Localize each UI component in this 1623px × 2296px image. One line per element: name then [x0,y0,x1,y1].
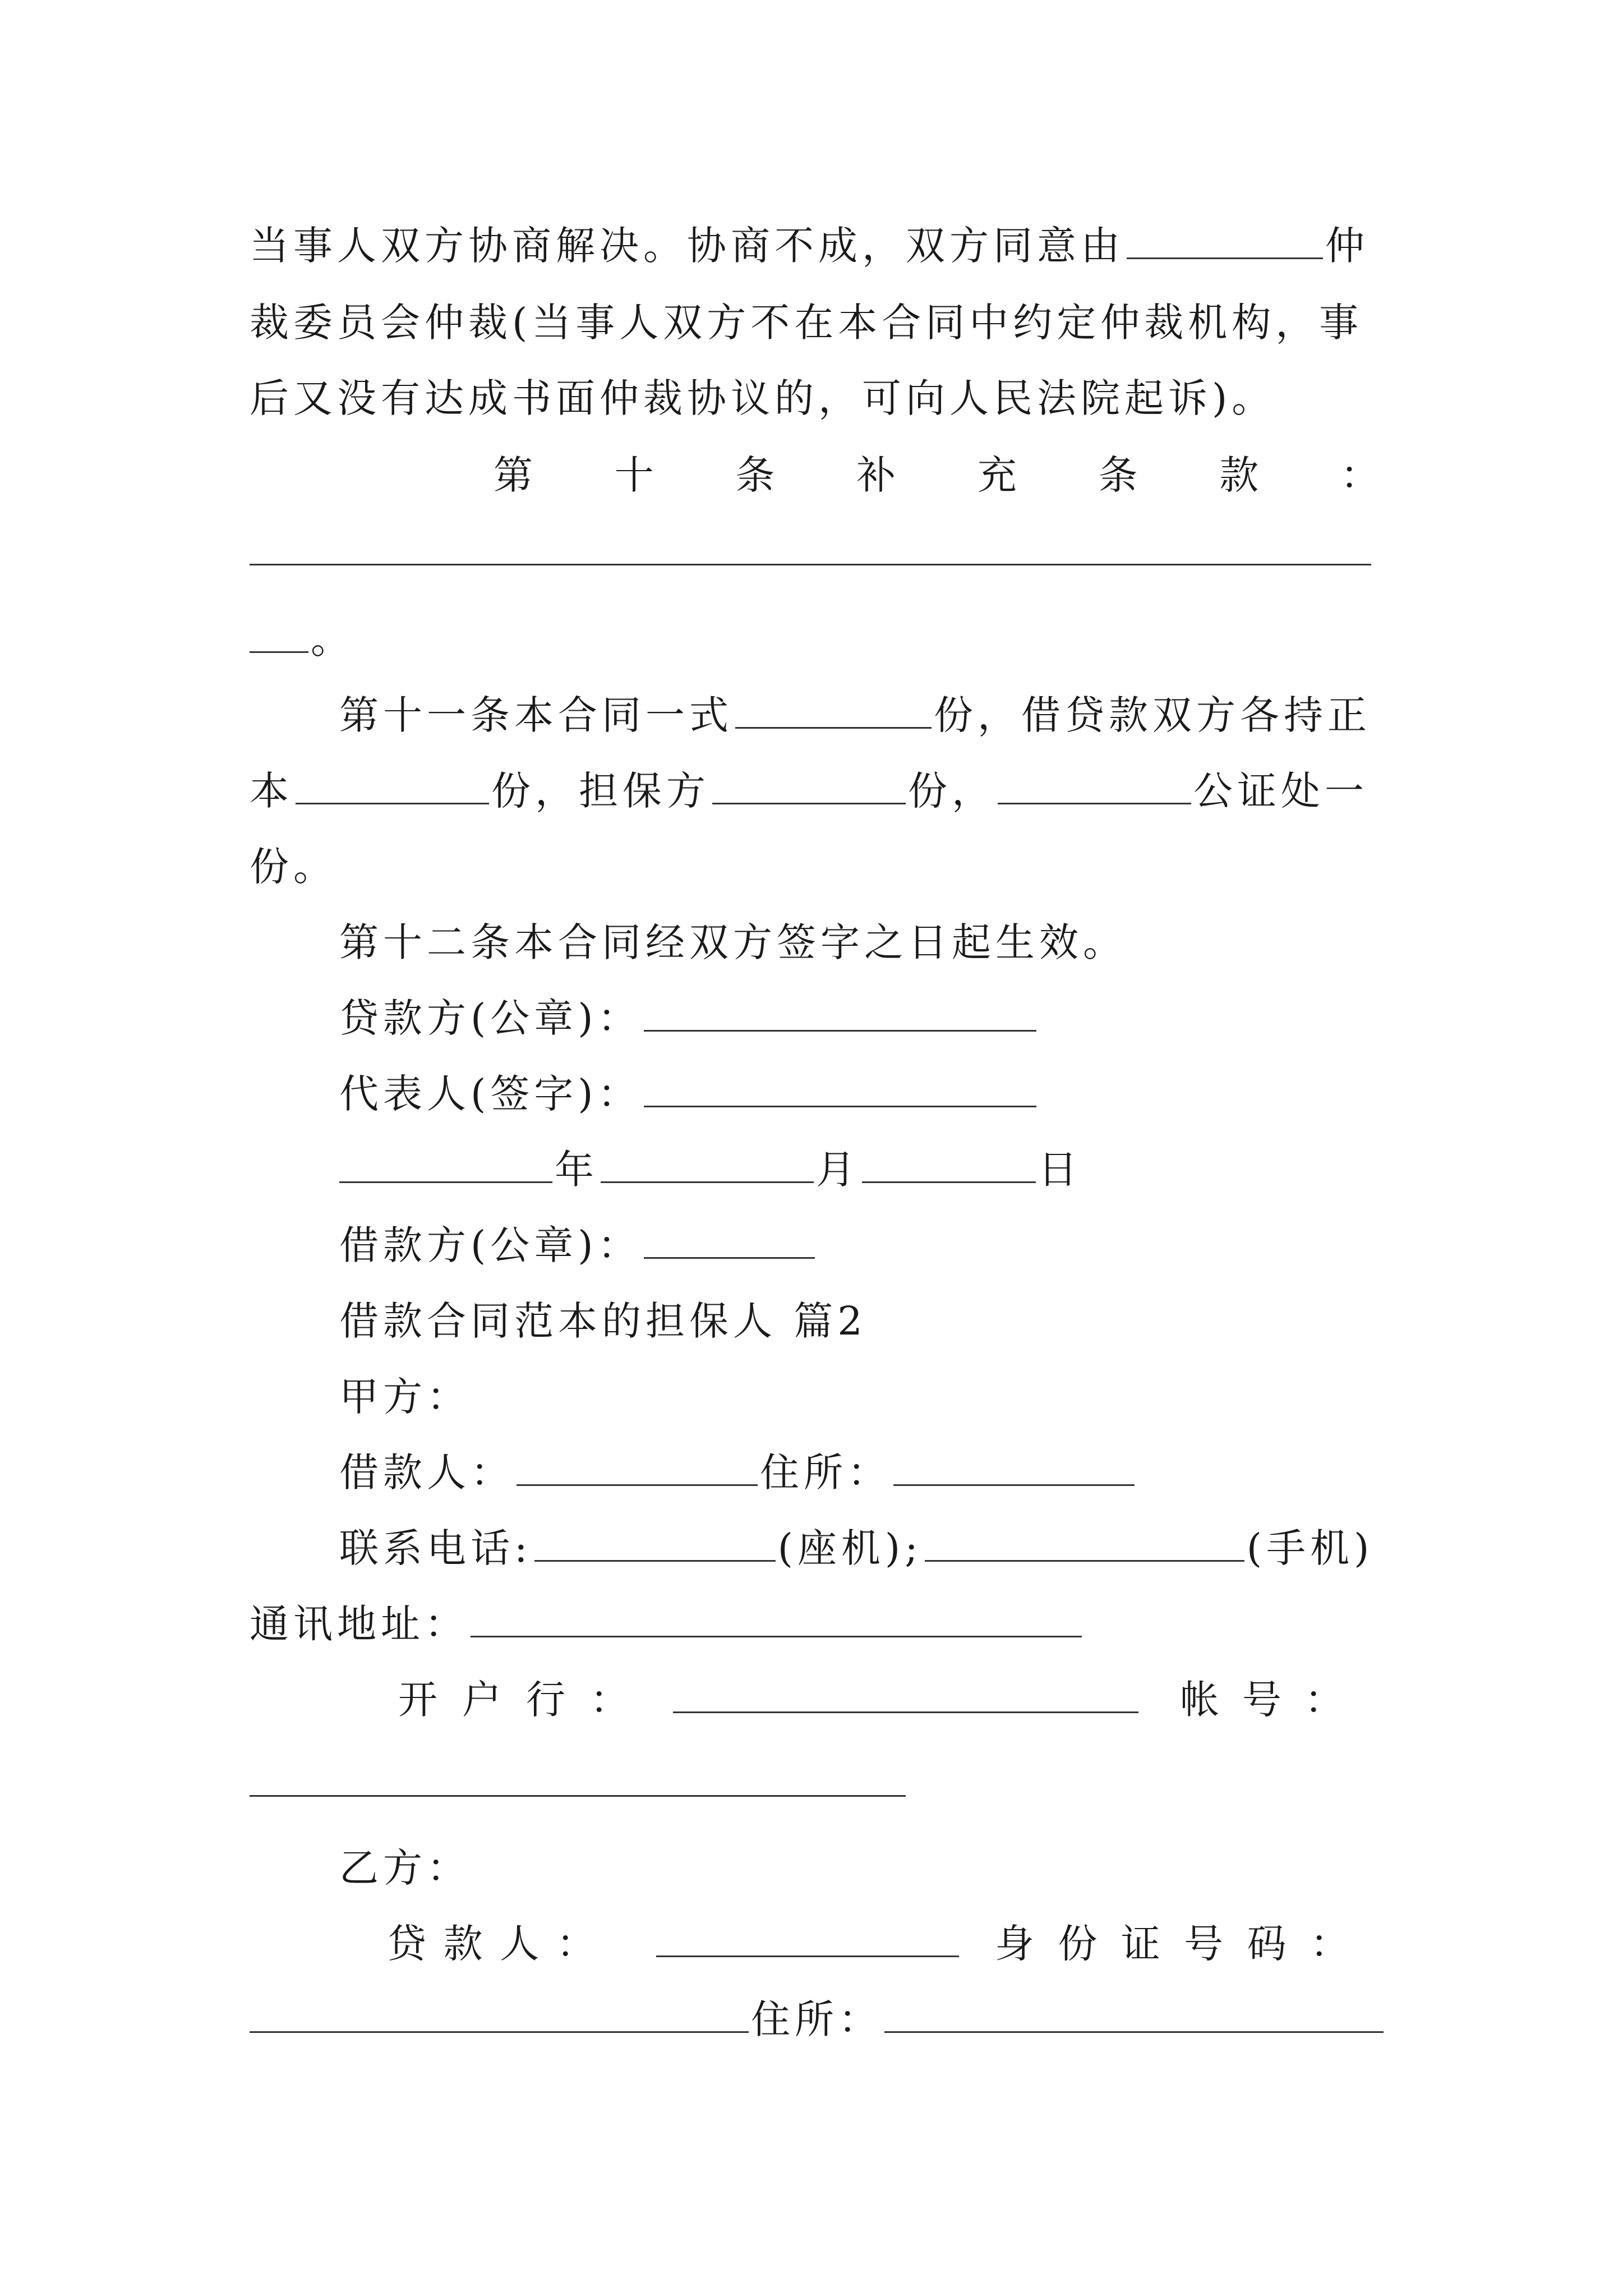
char: 款 [443,1921,487,1967]
char: ： [1304,1677,1348,1723]
copies-parties-blank [296,768,489,804]
borrower-address-blank [893,1450,1135,1486]
id-number-label [995,1916,1354,1972]
contact-phone-line [250,1520,1388,1576]
text-segment: 代表人(签字)： [339,1071,642,1117]
mobile-blank [925,1525,1244,1562]
char: ： [590,1677,634,1723]
char: ： [1310,1921,1354,1967]
text-segment: 乙方： [339,1845,471,1891]
text-segment: 裁委员会仲裁(当事人双方不在本合同中约定仲裁机构，事 [250,300,1363,346]
mailing-address-blank [471,1601,1082,1637]
char: 第 [494,452,533,498]
supplementary-clause-blank-end [250,616,308,653]
char: 补 [856,452,896,498]
text-line-1 [250,218,1388,274]
char: 十 [614,452,654,498]
char: ： [556,1921,600,1967]
copies-guarantor-blank [712,768,906,804]
char: 号 [1242,1677,1286,1723]
lender-id-line [387,1916,1380,1972]
text-segment: 第十一条本合同一式 [339,692,733,738]
char: 号 [1184,1921,1228,1967]
text-segment: 公证处一 [1193,768,1368,814]
text-segment: 借款方(公章)： [339,1222,642,1268]
month-blank [601,1147,814,1183]
article-11-line-2 [250,763,1388,819]
char: 码 [1247,1921,1291,1967]
landline-blank [534,1525,776,1562]
char: 开 [398,1677,442,1723]
char: 身 [995,1921,1039,1967]
text-segment: 后又没有达成书面仲裁协议的，可向人民法院起诉)。 [250,375,1276,421]
representative-sign-line [250,1066,1388,1122]
char: 条 [1098,452,1138,498]
text-segment: 仲 [1325,223,1369,269]
text-segment: 当事人双方协商解决。协商不成，双方同意由 [250,223,1124,269]
text-segment: 贷款方(公章)： [339,995,642,1041]
arbitration-blank [1127,223,1323,259]
char: 证 [1121,1921,1165,1967]
article-10-heading [494,447,1380,503]
text-line-2 [250,295,1388,351]
char: 贷 [387,1921,431,1967]
text-line-5 [250,611,1388,668]
borrower-seal-line [250,1217,1388,1273]
party-b-label [250,1840,1388,1896]
mailing-address-line [250,1596,1388,1652]
text-segment: 。 [311,616,354,662]
char: 人 [500,1921,544,1967]
borrower-address-line [250,1444,1388,1501]
text-segment: 第十二条本合同经双方签字之日起生效。 [339,919,1127,965]
borrower-seal-blank [644,1222,815,1259]
lender-name-blank [656,1921,959,1957]
lender-seal-line [250,990,1388,1046]
representative-sign-blank [644,1071,1036,1107]
text-segment: 通讯地址： [250,1601,468,1647]
lender-address-blank [884,1996,1384,2033]
supplementary-clause-blank [250,564,1371,565]
char: 份 [1058,1921,1102,1967]
text-segment: 借款人： [339,1450,514,1496]
text-segment: 联系电话: [339,1525,532,1571]
char: 条 [735,452,775,498]
notary-blank [998,768,1191,804]
text-segment: (座机); [777,1525,923,1571]
text-segment: 住所： [760,1450,891,1496]
text-segment: 住所： [751,1996,882,2042]
bank-line [398,1672,1380,1728]
lender-label [387,1916,600,1972]
text-segment: 份， [908,768,995,814]
char: ： [1340,452,1380,498]
text-segment: 借款合同范本的担保人 篇2 [339,1298,867,1344]
day-blank [862,1147,1036,1183]
text-segment: 份，借贷款双方各持正 [934,692,1371,738]
party-a-label [250,1369,1388,1425]
section-title-2 [250,1293,1388,1349]
char: 充 [977,452,1017,498]
char: 款 [1219,452,1259,498]
year-blank [339,1147,552,1183]
account-blank [250,1795,906,1797]
bank-blank [673,1677,1138,1713]
text-segment: 本 [250,768,293,814]
text-segment: 月 [816,1147,860,1193]
article-11-line-1 [250,687,1388,743]
text-segment: 年 [555,1147,598,1193]
text-segment: 甲方： [339,1374,471,1420]
article-12 [250,914,1388,970]
lender-address-line [250,1991,1388,2047]
copies-total-blank [735,692,932,729]
article-11-line-3 [250,839,1388,895]
char: 帐 [1180,1677,1224,1723]
text-segment: (手机) [1246,1525,1374,1571]
char: 行 [526,1677,570,1723]
text-segment: 日 [1038,1147,1082,1193]
text-segment: 份。 [250,844,337,890]
text-segment: 份，担保方 [491,768,710,814]
id-number-blank [250,1996,749,2033]
date-line [250,1142,1388,1198]
account-label [1180,1672,1348,1728]
bank-label [398,1672,634,1728]
text-line-3 [250,370,1388,426]
lender-seal-blank [644,995,1036,1032]
char: 户 [462,1677,506,1723]
borrower-name-blank [517,1450,758,1486]
